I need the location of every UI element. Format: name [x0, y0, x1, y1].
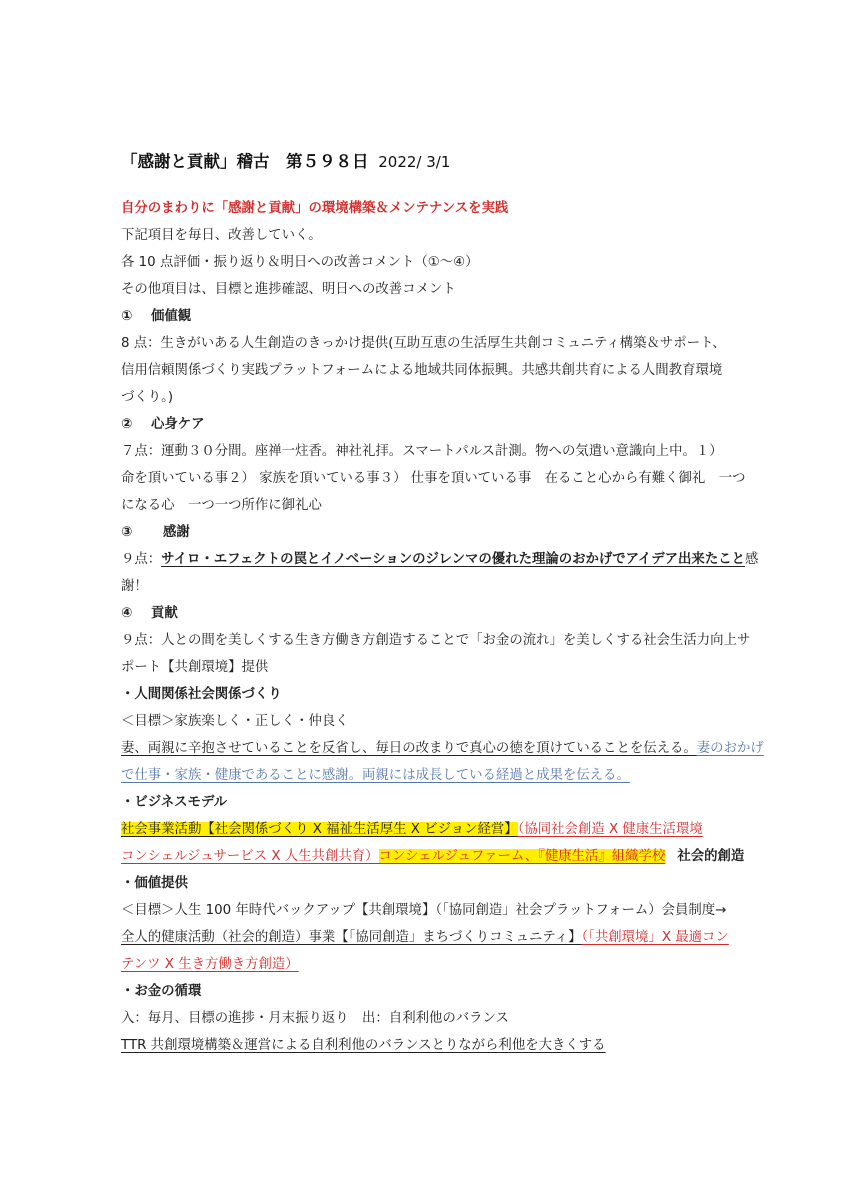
gratitude-suffix: 感: [745, 552, 759, 567]
section-number: ③: [121, 525, 133, 540]
business-text-c: コンシェルジュサービス X 人生共創共育）: [121, 849, 379, 864]
page-title: [121, 150, 733, 174]
section-care-heading: [121, 411, 733, 438]
money-heading: ・お金の循環: [121, 984, 202, 999]
section-contribution-line-2: ポート【共創環境】提供: [121, 660, 269, 675]
section-gratitude-heading: [121, 519, 733, 546]
section-contribution-heading: [121, 600, 733, 627]
section-title: 貢献: [151, 606, 178, 621]
human-text-b: 妻のおかげ: [696, 741, 764, 756]
section-gratitude-line-2: 謝！: [121, 579, 148, 594]
section-values-heading: [121, 303, 733, 330]
value-line-3: テンツ X 生き方働き方創造）: [121, 957, 299, 972]
business-text-a: 社会事業活動【社会関係づくり X 福祉生活厚生 X ビジョン経営】: [121, 822, 518, 837]
section-title: 心身ケア: [151, 417, 205, 432]
section-title: 価値観: [151, 309, 192, 324]
intro-line-2: 各 10 点評価・振り返り＆明日への改善コメント（①～④）: [121, 255, 479, 270]
value-line-2: [121, 924, 733, 951]
human-goal: ＜目標＞家族楽しく・正しく・仲良く: [121, 714, 349, 729]
business-text-e: 社会的創造: [677, 849, 745, 864]
document-page: [121, 150, 764, 1059]
intro-line-3: その他項目は、目標と進捗確認、明日への改善コメント: [121, 282, 456, 297]
money-line-1: 入：毎月、目標の進捗・月末振り返り 出：自利利他のバランス: [121, 1011, 509, 1026]
score-prefix: ９点：: [121, 552, 162, 567]
human-text-a: 妻、両親に辛抱させていることを反省し、毎日の改まりで真心の徳を頂けていることを伝える。: [121, 741, 697, 756]
title-date: 2022/ 3/1: [378, 153, 451, 171]
section-values-line-3: づくり。): [121, 390, 174, 405]
section-care-line-2: 命を頂いている事２） 家族を頂いている事３） 仕事を頂いている事 在ること心から有難く御礼 一つ: [121, 471, 746, 486]
section-title: 感謝: [163, 525, 190, 540]
business-heading: ・ビジネスモデル: [121, 795, 228, 810]
section-contribution-line-1: ９点：人との間を美しくする生き方働き方創造することで「お金の流れ」を美しくする社会生活力向上サ: [121, 633, 751, 648]
money-line-2: TTR 共創環境構築＆運営による自利利他のバランスとりながら利他を大きくする: [121, 1038, 606, 1053]
human-line-1: [121, 735, 764, 762]
section-gratitude-line-1: [121, 546, 759, 573]
business-text-d: コンシェルジュファーム、『健康生活』組織学校: [378, 849, 666, 864]
section-values-line-2: 信用信頼関係づくり実践プラットフォームによる地域共同体振興。共感共創共育による人間教育環境: [121, 363, 723, 378]
intro-line-1: 下記項目を毎日、改善していく。: [121, 228, 322, 243]
value-text-b: （「共創環境」X 最適コン: [581, 930, 729, 945]
section-values-line-1: 8 点：生きがいある人生創造のきっかけ提供(互助互恵の生活厚生共創コミュニティ構築＆サポート、: [121, 336, 726, 351]
value-heading: ・価値提供: [121, 876, 188, 891]
business-line-2: [121, 843, 745, 870]
human-heading: ・人間関係社会関係づくり: [121, 687, 282, 702]
section-care-line-3: になる心 一つ一つ所作に御礼心: [121, 498, 322, 513]
value-text-a: 全人的健康活動（社会的創造）事業【「協同創造」まちづくりコミュニティ】: [121, 930, 582, 945]
section-number: ②: [121, 417, 133, 432]
business-line-1: [121, 816, 733, 843]
section-number: ④: [121, 606, 133, 621]
business-text-b: （協同社会創造 X 健康生活環境: [517, 822, 703, 837]
section-care-line-1: ７点：運動３０分間。座禅一炷香。神社礼拝。スマートパルス計測。物への気遣い意識向上中。１）: [121, 444, 723, 459]
gratitude-emphasis: サイロ・エフェクトの罠とイノベーションのジレンマの優れた理論のおかげでアイデア出来たこと: [161, 552, 745, 567]
section-number: ①: [121, 309, 133, 324]
value-line-1: ＜目標＞人生 100 年時代バックアップ【共創環境】（「協同創造」社会プラットフォーム）会員制度→: [121, 903, 727, 918]
intro-headline: 自分のまわりに「感謝と貢献」の環境構築＆メンテナンスを実践: [121, 201, 509, 216]
human-line-2: で仕事・家族・健康であることに感謝。両親には成長している経過と成果を伝える。: [121, 768, 630, 783]
title-main: 「感謝と貢献」稽古 第５９８日: [121, 152, 369, 171]
